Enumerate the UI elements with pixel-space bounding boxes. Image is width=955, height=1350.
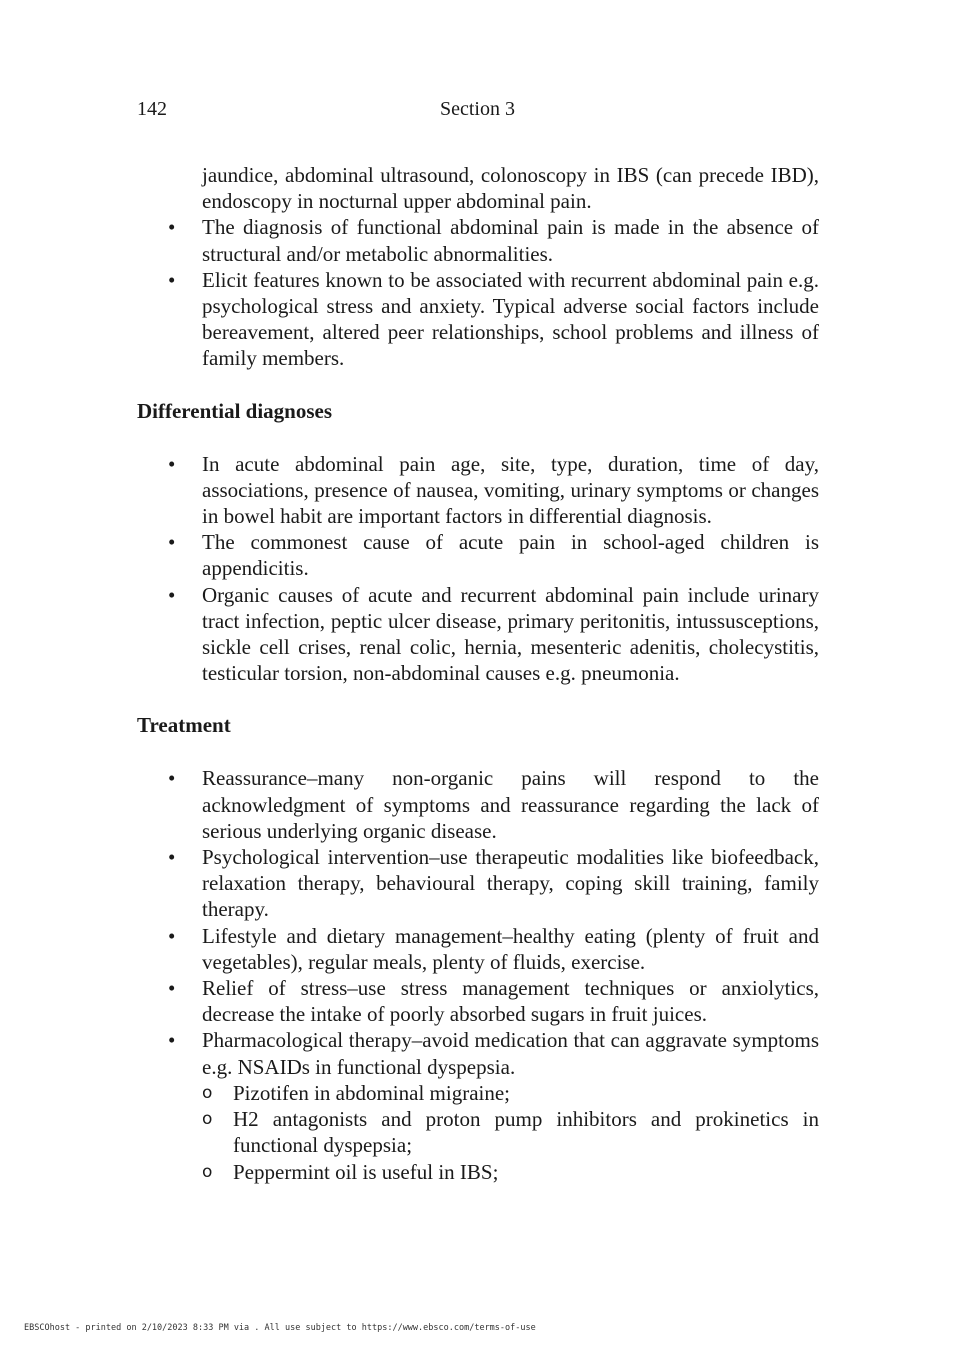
bullet-icon: • bbox=[168, 845, 176, 870]
list-item: • The commonest cause of acute pain in school-aged children is appendicitis. bbox=[168, 530, 819, 581]
sub-list-item: o H2 antagonists and proton pump inhibitors and prokinetics in functional dyspepsia; bbox=[202, 1107, 819, 1158]
list-item: • Lifestyle and dietary management–healthy eating (plenty of fruit and vegetables), regular meals, plenty of fluids, exercise. bbox=[168, 923, 819, 974]
footer-print-notice: EBSCOhost - printed on 2/10/2023 8:33 PM via . All use subject to https://www.ebsco.com/terms-of-use bbox=[24, 1323, 536, 1333]
list-item: • The diagnosis of functional abdominal pain is made in the absence of structural and/or metabolic abnormalities. bbox=[168, 215, 819, 266]
bullet-icon: • bbox=[168, 582, 176, 607]
sub-list-item: o Peppermint oil is useful in IBS; bbox=[202, 1159, 499, 1184]
bullet-icon: • bbox=[168, 530, 176, 555]
page-body bbox=[137, 162, 819, 1185]
bullet-icon: • bbox=[168, 976, 176, 1001]
bullet-icon: • bbox=[168, 1028, 176, 1053]
list-item: • Organic causes of acute and recurrent abdominal pain include urinary tract infection, peptic ulcer disease, primary peritonitis, intussusceptions, sickle cell crises, renal colic, hernia, mesenteric adenitis, cholecystitis, testicular torsion, non-abdominal causes e.g. pneumonia. bbox=[168, 582, 819, 686]
page-number: 142 bbox=[137, 98, 167, 120]
list-item: • Elicit features known to be associated with recurrent abdominal pain e.g. psychological stress and anxiety. Typical adverse social factors include bereavement, altered peer relationships, school problems and illness of family members. bbox=[168, 267, 819, 371]
differential-bullet-list bbox=[137, 451, 819, 687]
bullet-icon: • bbox=[168, 451, 176, 476]
list-item: • Relief of stress–use stress management techniques or anxiolytics, decrease the intake of poorly absorbed sugars in fruit juices. bbox=[168, 976, 819, 1027]
list-item: • Psychological intervention–use therapeutic modalities like biofeedback, relaxation therapy, behavioural therapy, coping skill training, family therapy. bbox=[168, 845, 819, 922]
list-item: • Reassurance–many non-organic pains will respond to the acknowledgment of symptoms and reassurance regarding the lack of serious underlying organic disease. bbox=[168, 766, 819, 843]
circle-bullet-icon: o bbox=[202, 1109, 213, 1130]
intro-continuation: jaundice, abdominal ultrasound, colonoscopy in IBS (can precede IBD), endoscopy in nocturnal upper abdominal pain. bbox=[202, 163, 819, 214]
sub-bullet-list bbox=[202, 1080, 819, 1185]
bullet-icon: • bbox=[168, 923, 176, 948]
treatment-bullet-list bbox=[137, 765, 819, 1184]
bullet-icon: • bbox=[168, 215, 176, 240]
section-title: Section 3 bbox=[440, 98, 515, 120]
intro-bullet-list bbox=[137, 214, 819, 371]
sub-list-item: o Pizotifen in abdominal migraine; bbox=[202, 1080, 511, 1105]
bullet-icon: • bbox=[168, 766, 176, 791]
circle-bullet-icon: o bbox=[202, 1161, 213, 1182]
list-item: • In acute abdominal pain age, site, type, duration, time of day, associations, presence of nausea, vomiting, urinary symptoms or changes in bowel habit are important factors in differential diagnosis. bbox=[168, 451, 819, 529]
circle-bullet-icon: o bbox=[202, 1082, 213, 1103]
treatment-heading: Treatment bbox=[137, 713, 231, 738]
bullet-icon: • bbox=[168, 267, 176, 292]
differential-heading: Differential diagnoses bbox=[137, 398, 333, 423]
list-item: • Pharmacological therapy–avoid medication that can aggravate symptoms e.g. NSAIDs in functional dyspepsia. o Pizotifen in abdominal migraine; o H2 antagonists and proton pump inhibitors and prokinetics in functional dyspepsia; o Peppermint oil is useful in IBS; bbox=[168, 1028, 819, 1184]
